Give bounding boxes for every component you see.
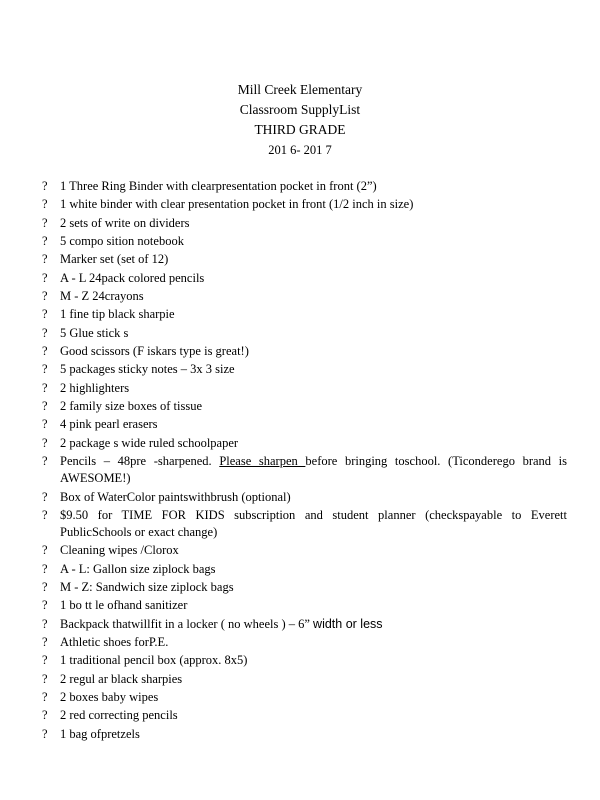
bullet-marker: ?: [42, 561, 48, 576]
list-item: ? 1 traditional pencil box (approx. 8x5): [42, 653, 248, 668]
bullet-marker: ?: [42, 634, 48, 649]
bullet-marker: ?: [42, 344, 48, 359]
list-item: ? 2 red correcting pencils: [42, 708, 178, 723]
document-title: Classroom SupplyList: [239, 102, 361, 117]
bullet-marker: ?: [42, 616, 48, 631]
bullet-marker: ?: [42, 454, 48, 469]
list-item: ? M - Z 24crayons: [42, 289, 144, 304]
bullet-marker: ?: [42, 543, 48, 558]
bullet-marker: ?: [42, 708, 48, 723]
pencils-list-item: ? Pencils – 48pre -sharpened. Please sharpen before bringing toschool. (Ticonderego brand is AWESOME!): [42, 454, 568, 486]
bullet-marker: ?: [42, 325, 48, 340]
list-item: ? 4 pink pearl erasers: [42, 417, 158, 432]
list-item: ? 5 Glue stick s: [42, 325, 129, 340]
backpack-list-item: ? Backpack thatwillfit in a locker ( no wheels ) – 6” width or less: [42, 616, 383, 631]
grade-level: THIRD GRADE: [254, 122, 346, 137]
bullet-marker: ?: [42, 653, 48, 668]
school-year: 201 6- 201 7: [268, 143, 332, 157]
bullet-marker: ?: [42, 197, 48, 212]
bullet-marker: ?: [42, 507, 48, 522]
bullet-marker: ?: [42, 671, 48, 686]
list-item: ? 2 highlighters: [42, 380, 130, 395]
list-item: ? 2 package s wide ruled schoolpaper: [42, 435, 239, 450]
list-item: ? M - Z: Sandwich size ziplock bags: [42, 579, 234, 594]
document-header: [0, 80, 600, 160]
list-item: ? 2 boxes baby wipes: [42, 689, 159, 704]
bullet-marker: ?: [42, 215, 48, 230]
list-item: ? A - L: Gallon size ziplock bags: [42, 561, 216, 576]
bullet-marker: ?: [42, 179, 48, 193]
list-item: ? Cleaning wipes /Clorox: [42, 543, 179, 558]
bullet-marker: ?: [42, 362, 48, 377]
underlined-instruction: Please sharpen: [219, 454, 306, 469]
bullet-marker: ?: [42, 380, 48, 395]
list-item: ? 1 bo tt le ofhand sanitizer: [42, 598, 188, 613]
bullet-marker: ?: [42, 489, 48, 504]
list-item: ? 2 family size boxes of tissue: [42, 399, 202, 414]
bullet-marker: ?: [42, 579, 48, 594]
bullet-marker: ?: [42, 726, 48, 741]
list-item: ? Marker set (set of 12): [42, 252, 169, 267]
bullet-marker: ?: [42, 307, 48, 322]
bullet-marker: ?: [42, 435, 48, 450]
size-limit-text: width or less: [313, 616, 383, 631]
bullet-marker: ?: [42, 417, 48, 432]
bullet-marker: ?: [42, 252, 48, 267]
list-item: ? $9.50 for TIME FOR KIDS subscription and student planner (checkspayable to Everett PublicSchools or exact change): [42, 507, 567, 539]
list-item: ? Athletic shoes forP.E.: [42, 634, 169, 649]
bullet-marker: ?: [42, 399, 48, 414]
list-item: ? 1 fine tip black sharpie: [42, 307, 175, 322]
school-name: Mill Creek Elementary: [237, 82, 363, 97]
list-item: ? 2 sets of write on dividers: [42, 215, 190, 230]
bullet-marker: ?: [42, 234, 48, 249]
list-item: ? Box of WaterColor paintswithbrush (optional): [42, 489, 291, 504]
list-item: ? Good scissors (F iskars type is great!): [42, 344, 249, 359]
list-item: ? 1 bag ofpretzels: [42, 726, 140, 741]
list-item: ? A - L 24pack colored pencils: [42, 270, 205, 285]
list-item: ? 5 packages sticky notes – 3x 3 size: [42, 362, 235, 377]
list-item: ? 2 regul ar black sharpies: [42, 671, 183, 686]
list-item: ? 5 compo sition notebook: [42, 234, 184, 249]
list-item: ? 1 Three Ring Binder with clearpresentation pocket in front (2”): [42, 179, 377, 193]
bullet-marker: ?: [42, 598, 48, 613]
bullet-marker: ?: [42, 689, 48, 704]
list-item: ? 1 white binder with clear presentation pocket in front (1/2 inch in size): [42, 197, 414, 212]
bullet-marker: ?: [42, 289, 48, 304]
bullet-marker: ?: [42, 270, 48, 285]
supply-list: [42, 178, 567, 744]
